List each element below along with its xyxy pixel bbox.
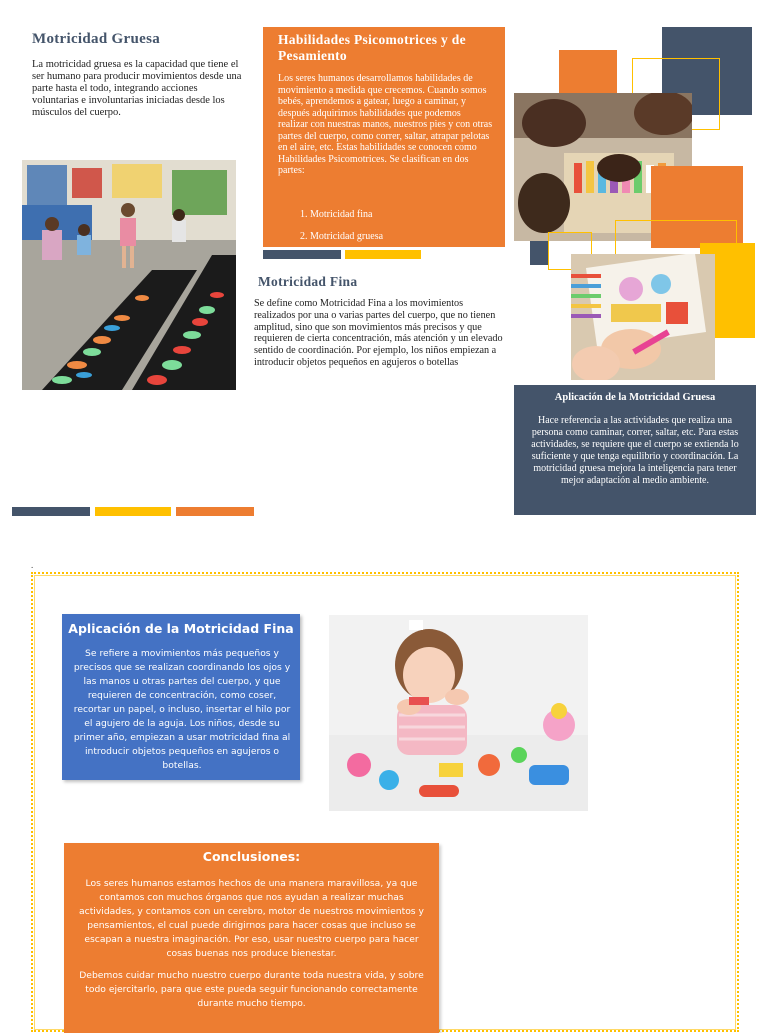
decorative-bar-orange — [176, 507, 254, 516]
habilidades-list — [278, 204, 383, 248]
habilidades-psicomotrices-box — [263, 27, 505, 247]
motricidad-fina-text: Se define como Motricidad Fina a los movimientos realizados por una o varias partes del cuerpo, que no tienen amplitud, sino que son movimientos más precisos y que requieren de cierta concentración, más atención y un elevado sentido de coordinación. Por ejemplo, los niños empiezan a introducir objetos pequeños en agujeros o botellas — [254, 298, 503, 368]
decorative-bar-navy — [12, 507, 90, 516]
decorative-square-navy — [530, 241, 548, 265]
page-dot: . — [31, 560, 34, 570]
aplicacion-gruesa-box — [514, 385, 756, 515]
conclusiones-paragraph-2: Debemos cuidar mucho nuestro cuerpo durante toda nuestra vida, y sobre todo ejercitarlo, para que este pueda seguir funcionando correctamente durante mucho tiempo. — [79, 970, 424, 1009]
decorative-bar-yellow — [345, 250, 421, 259]
decorative-bar-yellow — [95, 507, 171, 516]
conclusiones-box — [64, 843, 439, 1033]
conclusiones-paragraph-1: Los seres humanos estamos hechos de una manera maravillosa, ya que contamos con muchos órganos que nos ayudan a realizar muchas actividades, y contamos con un cerebro, motor de nuestros movimientos y pensamientos, el cual puede dirigirnos para hacer cosas que incluso se escapan a nuestra imaginación. Por eso, usar nuestro cuerpo para hacer cosas buenas nos produce bienestar. — [79, 878, 424, 959]
conclusiones-title: Conclusiones: — [202, 849, 301, 864]
decorative-bar-navy — [263, 250, 341, 259]
list-item: 2. Motricidad gruesa — [310, 226, 383, 248]
motricidad-fina-title: Motricidad Fina — [258, 274, 358, 289]
motricidad-gruesa-title: Motricidad Gruesa — [32, 31, 161, 47]
child-coloring-photo — [571, 254, 715, 380]
decorative-square-orange — [559, 50, 617, 94]
aplicacion-gruesa-title: Aplicación de la Motricidad Gruesa — [554, 392, 716, 403]
girl-playdough-photo — [329, 615, 588, 811]
habilidades-text: Los seres humanos desarrollamos habilidades de movimiento a medida que crecemos. Cuando somos bebés, aprendemos a gatear, luego a caminar, y después adquirimos habilidades que podemos realizar con nuestras manos, nuestros pies y con otras partes del cuerpo, como correr, saltar, atrapar pelotas en el aire, etc. Estas habilidades se conocen como Habilidades Psicomotrices. Se clasifican en dos partes: — [278, 73, 493, 176]
motricidad-gruesa-text: La motricidad gruesa es la capacidad que tiene el ser humano para producir movimientos desde una parte hasta el todo, integrando acciones voluntarias e involuntarias iniciadas desde los músculos del cuerpo. — [32, 59, 242, 118]
aplicacion-fina-box — [62, 614, 300, 780]
classroom-footprints-photo — [22, 160, 236, 390]
aplicacion-fina-title: Aplicación de la Motricidad Fina — [68, 621, 294, 636]
aplicacion-gruesa-text: Hace referencia a las actividades que realiza una persona como caminar, correr, saltar, etc. Para estas actividades, se requiere que el cuerpo se extienda lo suficiente y que tenga equilibrio y coordinación. La motricidad gruesa mejora la inteligencia para tener mejor adaptación al medio ambiente. — [531, 415, 739, 486]
list-item: 1. Motricidad fina — [310, 204, 383, 226]
aplicacion-fina-text: Se refiere a movimientos más pequeños y precisos que se realizan coordinando los ojos y las manos u otras partes del cuerpo, y que requieren de concentración, como coser, recortar un papel, o incluso, insertar el hilo por el agujero de la aguja. Los niños, desde su primer año, empiezan a usar motricidad fina al introducir objetos pequeños en agujeros o botellas. — [73, 648, 291, 771]
habilidades-title: Habilidades Psicomotrices y de Pesamiento — [278, 32, 466, 63]
